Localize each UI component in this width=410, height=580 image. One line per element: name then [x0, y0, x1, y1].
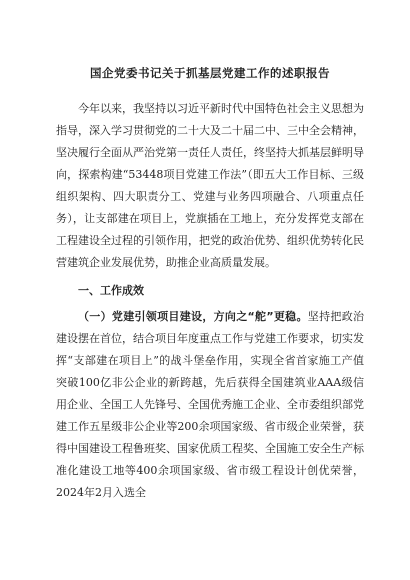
subsection-heading: （一）党建引领项目建设，方向之“舵”更稳。: [78, 310, 308, 323]
intro-paragraph: 今年以来，我坚持以习近平新时代中国特色社会主义思想为指导，深入学习贯彻党的二十大及二十届二中、三中全会精神，坚决履行全面从严治党第一责任人责任，终坚持大抓基层鲜明导向，探索构建“53448项目党建工作法”（即五大工作目标、三级组织架构、四大职责分工、党建与业务四项融合、八项重点任务），让支部建在项目上，党旗插在工地上，充分发挥党支部在工程建设全过程的引领作用，把党的政治优势、组织优势转化民营建筑企业发展优势，助推企业高质量发展。: [56, 102, 364, 269]
subsection-paragraph: [56, 306, 364, 504]
subsection-body: 坚持把政治建设摆在首位，结合项目年度重点工作与党建工作要求，切实发挥“支部建在项目上”的战斗堡垒作用，实现全省首家施工产值突破100亿非公企业的新跨越，先后获得全国建筑业AAA级信用企业、全国工人先锋号、全国优秀施工企业、全市委组织部党建工作五星级非公企业等200余项国家级、省市级企业荣誉，获得中国建设工程鲁班奖、国家优质工程奖、全国施工安全生产标准化建设工地等400余项国家级、省市级工程设计创优荣誉，2024年2月入选全: [56, 310, 365, 499]
section-heading-achievements: 一、工作成效: [78, 284, 144, 297]
document-title: 国企党委书记关于抓基层党建工作的述职报告: [90, 66, 330, 80]
